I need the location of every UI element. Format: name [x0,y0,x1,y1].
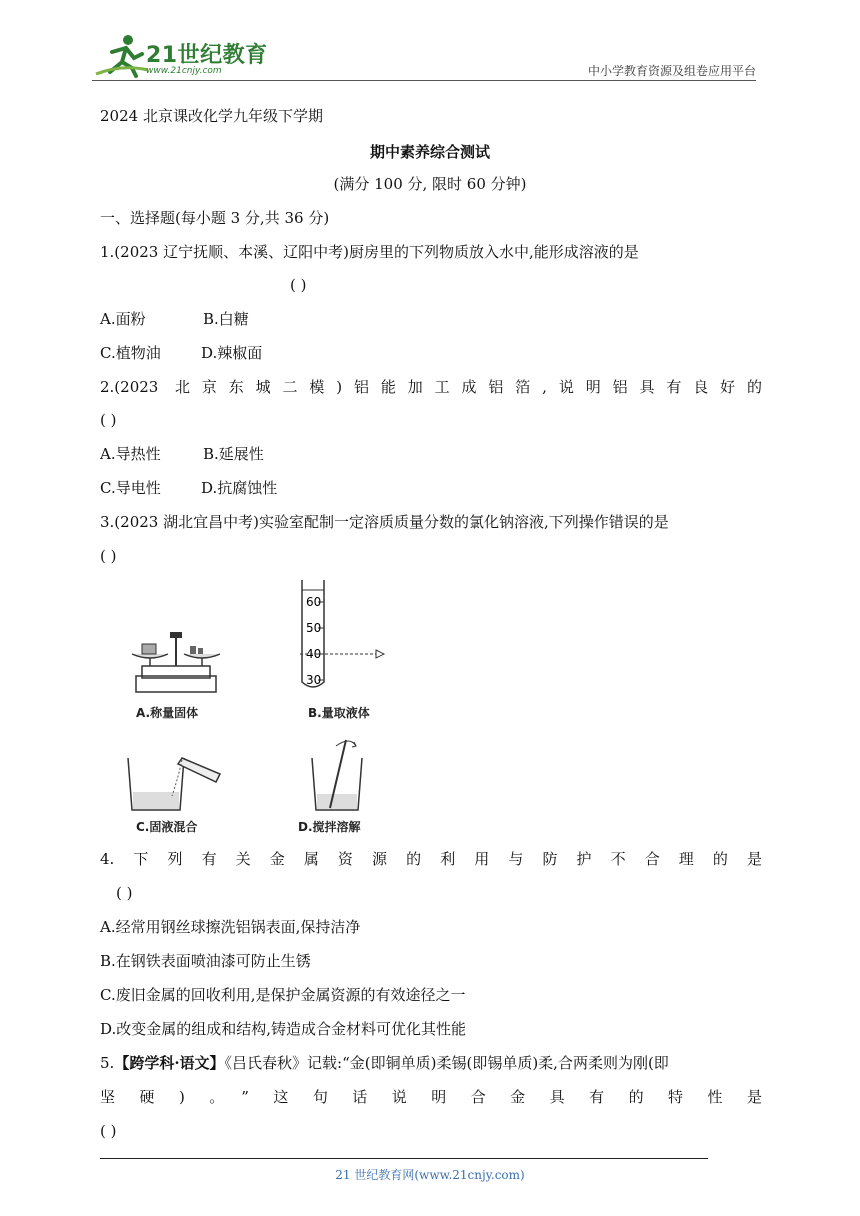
question-3-stem: 3.(2023 湖北宜昌中考)实验室配制一定溶质质量分数的氯化钠溶液,下列操作错误的是 [100,513,669,531]
question-1-option-b: B.白糖 [203,310,249,328]
figure-b-label: B.量取液体 [308,706,370,720]
question-2-option-a: A.导热性 [100,445,161,463]
question-2-option-d: D.抗腐蚀性 [201,479,278,497]
page-title: 期中素养综合测试 [369,143,490,161]
question-5-answer-blank: ( ) [100,1122,117,1140]
figure-d-label: D.搅拌溶解 [298,820,361,834]
question-3-answer-blank: ( ) [100,547,117,565]
question-4-option-d: D.改变金属的组成和结构,铸造成合金材料可优化其性能 [100,1020,467,1038]
brand-name: 21世纪教育 [146,43,268,68]
brand-url: www.21cnjy.com [146,66,222,76]
question-1-answer-blank: ( ) [290,276,307,294]
footer-link[interactable]: 21 世纪教育网(www.21cnjy.com) [335,1168,525,1182]
question-5-first-line [100,1053,669,1073]
question-4-option-b: B.在钢铁表面喷油漆可防止生锈 [100,952,311,970]
question-4-option-c: C.废旧金属的回收利用,是保护金属资源的有效途径之一 [100,986,466,1004]
question-4-stem: 4.下列有关金属资源的利用与防护不合理的是 [100,850,762,868]
figure-c-label: C.固液混合 [136,820,198,834]
question-2-option-c: C.导电性 [100,479,161,497]
question-4-answer-blank: ( ) [116,884,133,902]
question-1-option-a: A.面粉 [100,310,146,328]
question-2-option-b: B.延展性 [203,445,264,463]
question-2-answer-blank: ( ) [100,411,117,429]
cylinder-mark-40: 40 [306,647,322,661]
question-1-option-d: D.辣椒面 [201,344,263,362]
balance-scale-figure [126,626,226,698]
cylinder-mark-30: 30 [306,673,322,687]
cylinder-mark-60: 60 [306,595,322,609]
question-1-option-c: C.植物油 [100,344,161,362]
time-note: (满分 100 分, 限时 60 分钟) [333,175,527,193]
question-5-stem-line-1: 《吕氏春秋》记载:“金(即铜单质)柔锡(即锡单质)柔,合两柔则为刚(即 [224,1054,669,1072]
section-heading: 一、选择题(每小题 3 分,共 36 分) [100,209,330,227]
question-5-stem-line-2: 坚硬)。”这句话说明合金具有的特性是 [100,1088,762,1106]
cylinder-mark-50: 50 [306,621,322,635]
question-2-stem: 2.(2023 北京东城二模)铝能加工成铝箔,说明铝具有良好的 [100,378,762,396]
question-4-option-a: A.经常用钢丝球擦洗铝锅表面,保持洁净 [100,918,361,936]
graduated-cylinder-figure [296,578,386,694]
runner-logo-icon [92,30,152,80]
stirring-figure [306,734,366,814]
footer-divider [100,1158,708,1159]
question-1-stem: 1.(2023 辽宁抚顺、本溪、辽阳中考)厨房里的下列物质放入水中,能形成溶液的是 [100,243,639,261]
header-divider [92,80,756,81]
question-5-number: 5. [100,1054,115,1072]
platform-label: 中小学教育资源及组卷应用平台 [587,64,756,78]
figure-a-label: A.称量固体 [136,706,199,720]
pouring-figure [124,738,224,814]
exam-series: 2024 北京课改化学九年级下学期 [100,107,323,125]
question-5-tag: 【跨学科·语文】 [114,1054,225,1072]
